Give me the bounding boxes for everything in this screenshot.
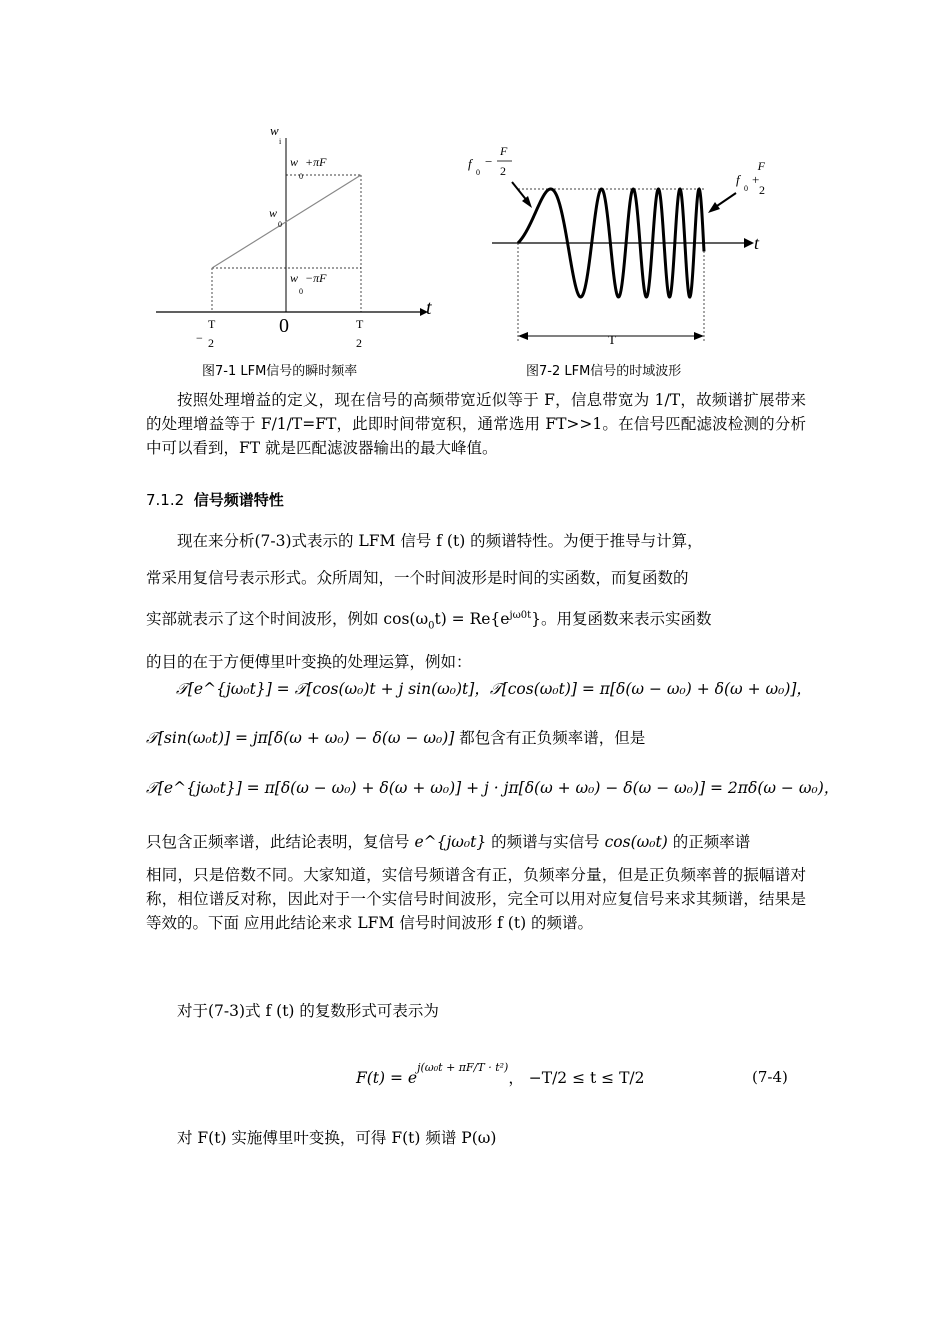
paragraph-complex-form: 对于(7-3)式 f (t) 的复数形式可表示为 <box>177 1002 439 1020</box>
right-tick-den: 2 <box>356 336 362 350</box>
figure-7-1 <box>150 120 440 380</box>
lfm-waveform-plot <box>460 138 770 360</box>
figure-7-2-caption: 图7-2 LFM信号的时域波形 <box>526 364 682 379</box>
label-w0-minus: w <box>290 271 299 285</box>
left-tick-den: 2 <box>208 336 214 350</box>
svg-text:2: 2 <box>759 183 765 197</box>
figure-7-1-caption: 图7-1 LFM信号的瞬时频率 <box>202 364 358 379</box>
svg-text:0: 0 <box>278 220 282 229</box>
svg-text:0: 0 <box>476 168 480 177</box>
svg-text:2: 2 <box>500 164 506 178</box>
right-freq-label: f <box>736 172 740 187</box>
left-freq-label: f <box>468 156 472 171</box>
equation-1: 𝒯[e^{jω₀t}] = 𝒯[cos(ω₀)t + j sin(ω₀)t]，𝒯[cos(ω₀t)] = π[δ(ω − ω₀) + δ(ω + ω₀)]， <box>176 680 812 698</box>
svg-text:−: − <box>485 154 493 169</box>
left-tick-num: T <box>208 317 216 331</box>
right-tick-num: T <box>356 317 364 331</box>
equation-3: 𝒯[e^{jω₀t}] = π[δ(ω − ω₀) + δ(ω + ω₀)] + j · jπ[δ(ω + ω₀) − δ(ω − ω₀)] = 2πδ(ω − ω₀)， <box>146 779 840 797</box>
equation-2: 𝒯[sin(ω₀t)] = jπ[δ(ω + ω₀) − δ(ω − ω₀)] 都包含有正负频率谱，但是 <box>146 729 646 747</box>
left-tick-sign: − <box>196 331 203 345</box>
svg-text:i: i <box>279 137 282 146</box>
paragraph-spectrum-intro: 现在来分析(7-3)式表示的 LFM 信号 f (t) 的频谱特性。为便于推导与计算， 常采用复信号表示形式。众所周知，一个时间波形是时间的实函数，而复函数的 实部就表示了这个时间波形，例如 $\cos(\omega_0t) = Re\{e^{j\omega 0t}\}$。用复函数来表示实函数 的目的在于方便傅里叶变换的处理运算，例如： <box>146 532 712 672</box>
svg-text:0: 0 <box>299 287 303 296</box>
svg-text:0: 0 <box>744 184 748 193</box>
label-w0-plus: w <box>290 155 299 169</box>
section-title: 信号频谱特性 <box>193 491 284 509</box>
figure-7-2 <box>460 138 770 383</box>
equation-number: (7-4) <box>752 1068 788 1086</box>
paragraph-processing-gain: 按照处理增益的定义，现在信号的高频带宽近似等于 F，信息带宽为 1/T，故频谱扩展带来的处理增益等于 F/1/T=FT，此即时间带宽积，通常选用 FT>>1。在信号匹配滤波检测的分析中可以看到，FT 就是匹配滤波器输出的最大峰值。 <box>146 391 806 457</box>
time-axis-label: t <box>754 233 760 253</box>
svg-text:0: 0 <box>299 172 303 181</box>
section-heading <box>146 489 284 510</box>
paragraph-positive-spectrum: 只包含正频率谱，此结论表明，复信号 e^{jω₀t} 的频谱与实信号 cos(ω₀t) 的正频率谱 相同，只是倍数不同。大家知道，实信号频谱含有正，负频率分量，但是正负频率普的振幅谱对称，相位谱反对称，因此对于一个实信号时间波形，完全可以用对应复信号来求其频谱，结果是等效的。下面 应用此结论来求 LFM 信号时间波形 f (t) 的频谱。 <box>146 833 806 932</box>
svg-text:−πF: −πF <box>305 271 327 285</box>
label-w0: w <box>269 206 278 220</box>
span-label: T <box>608 332 616 347</box>
svg-text:F: F <box>500 144 508 158</box>
x-axis-label: t <box>426 297 432 319</box>
svg-text:+: + <box>752 172 760 187</box>
section-number: 7.1.2 <box>146 491 185 509</box>
svg-text:F: F <box>757 159 765 173</box>
equation-7-4: $F(t) = e^{j(\omega_0t + \pi F/T \cdot t^2)}$， −T/2 ≤ t ≤ T/2 <box>356 1060 645 1087</box>
instantaneous-frequency-plot <box>150 120 440 355</box>
paragraph-fourier: 对 F(t) 实施傅里叶变换，可得 F(t) 频谱 P(ω) <box>177 1129 497 1147</box>
y-axis-label: w <box>270 123 279 138</box>
origin-label: 0 <box>279 315 289 337</box>
svg-text:+πF: +πF <box>305 155 327 169</box>
